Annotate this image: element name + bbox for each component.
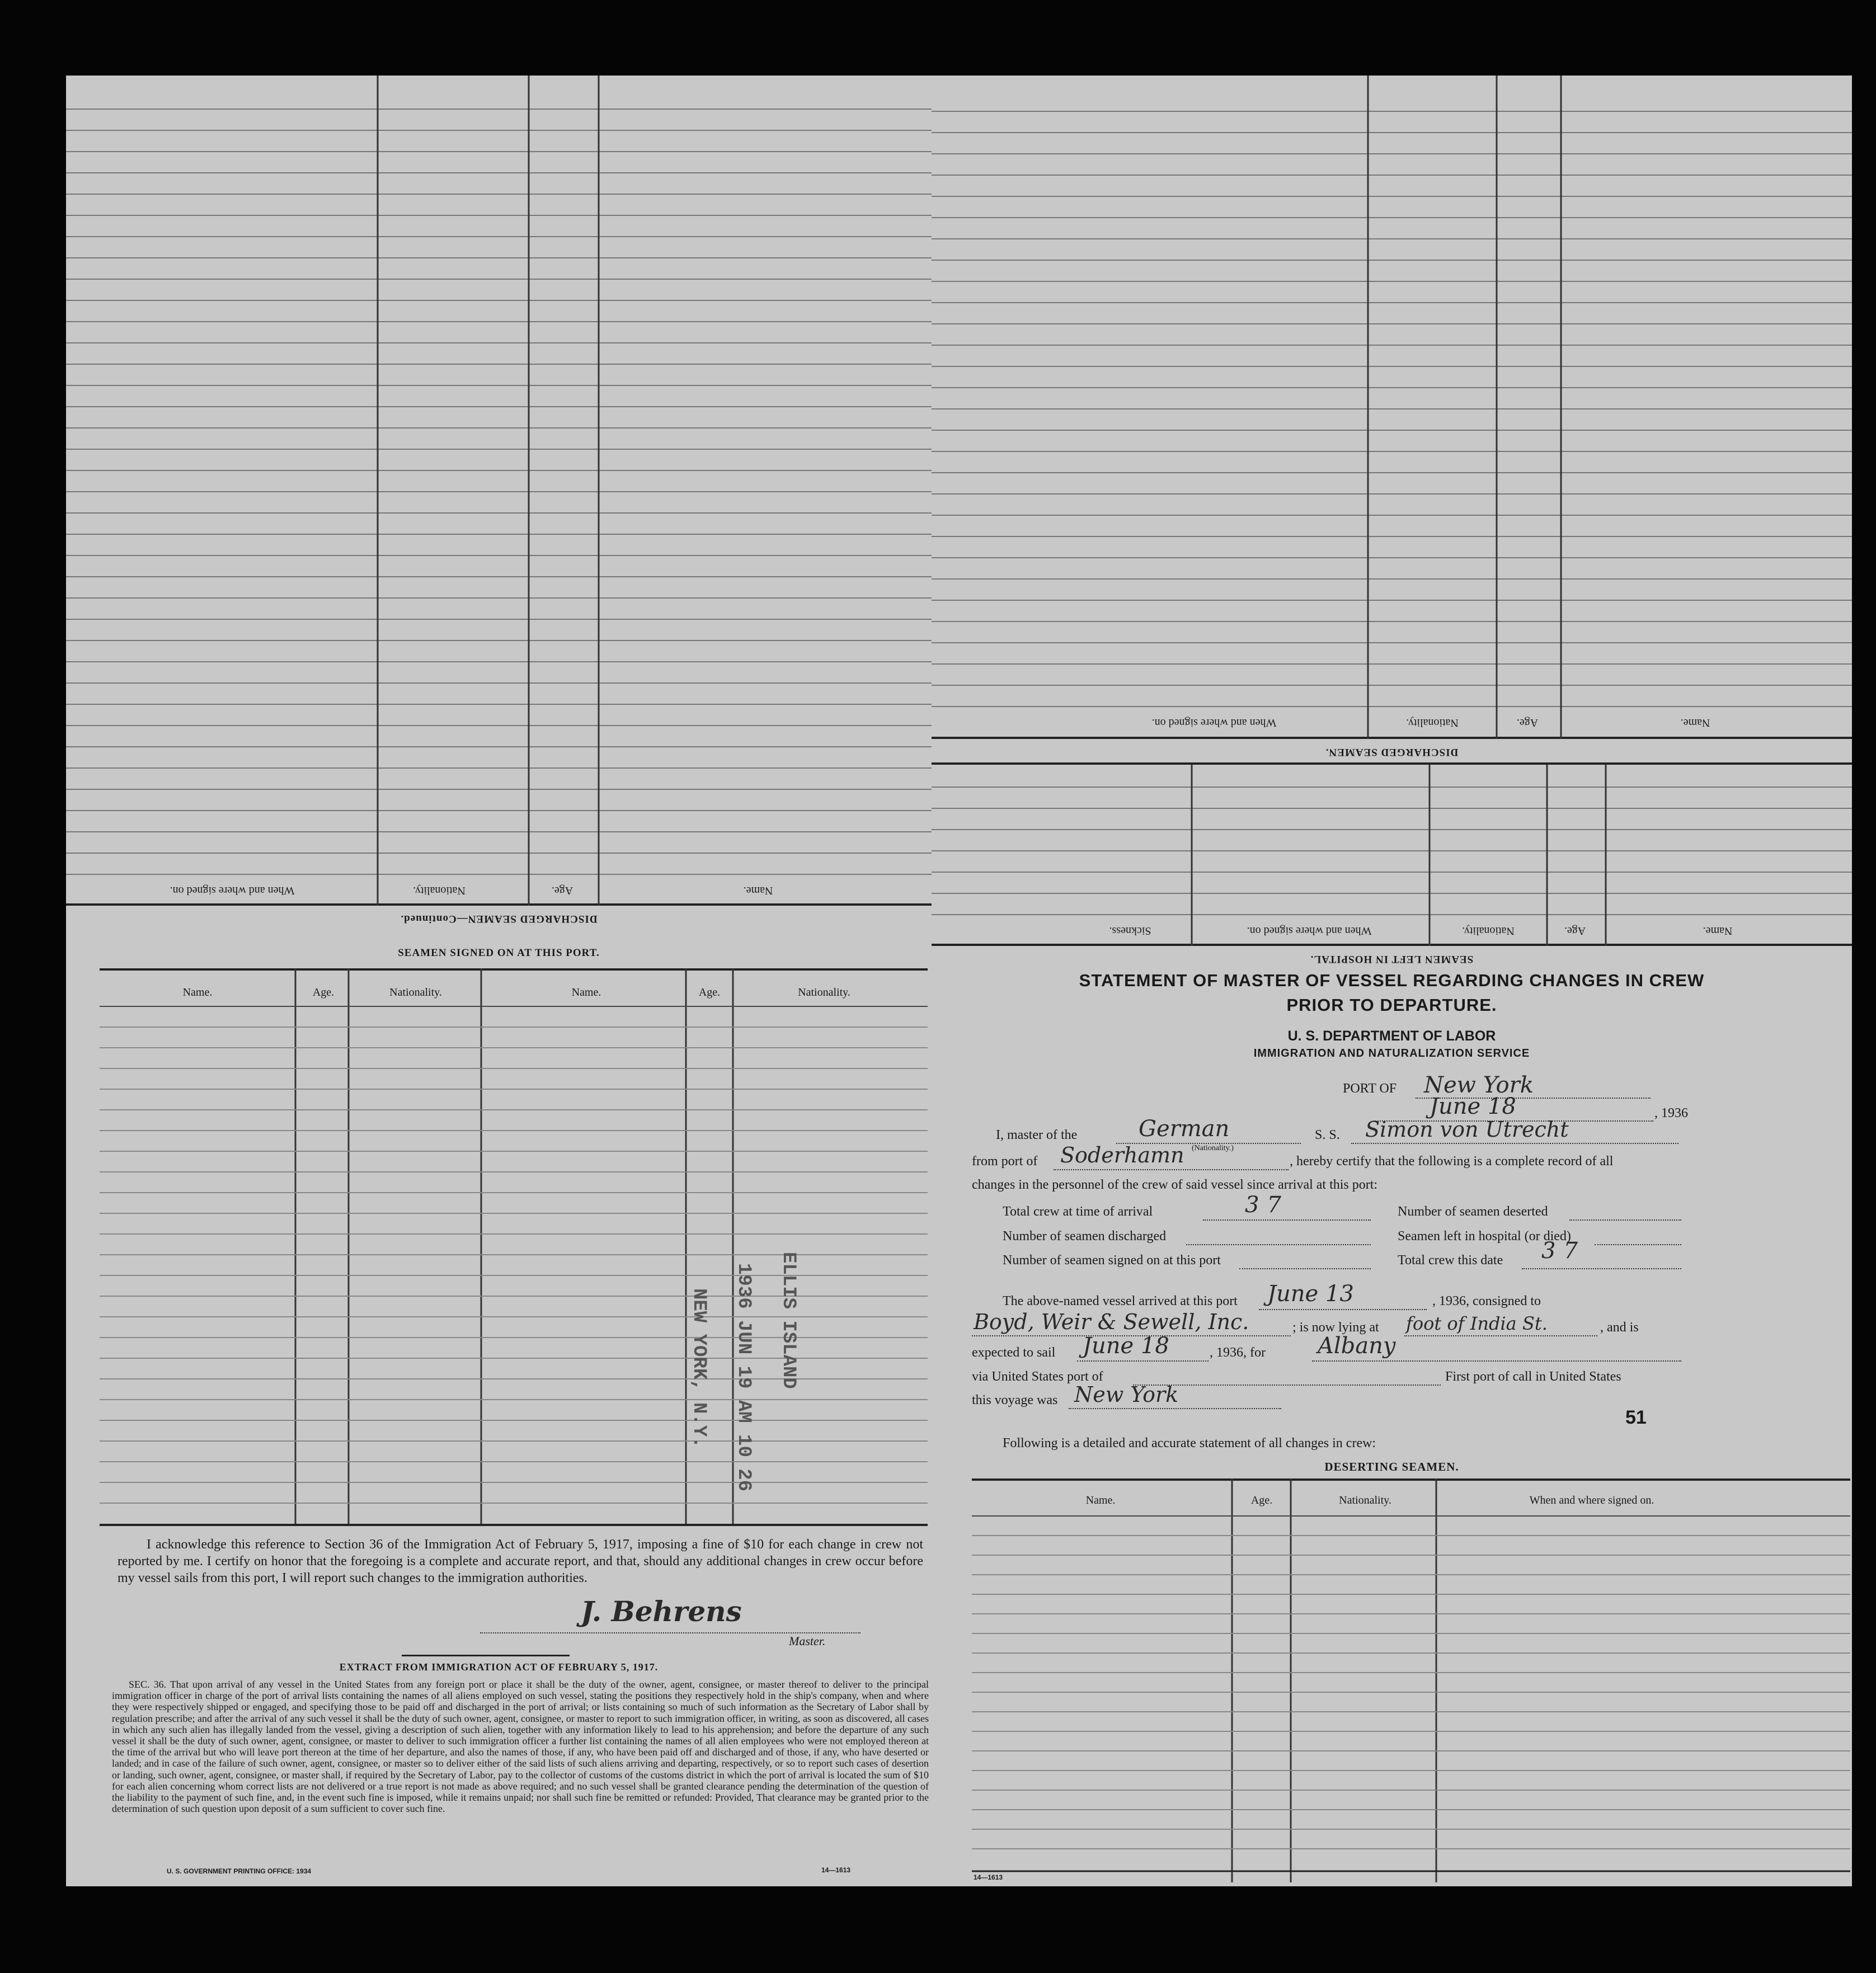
section-title-discharged-continued: DISCHARGED SEAMEN—Continued. bbox=[400, 913, 598, 925]
hosp-col-nationality: Nationality. bbox=[1462, 925, 1515, 937]
discharged-ruled-lines bbox=[932, 76, 1852, 971]
nationality-caption: (Nationality.) bbox=[1192, 1144, 1234, 1152]
port-label: PORT OF bbox=[1343, 1081, 1397, 1096]
and-is-text: , and is bbox=[1600, 1320, 1639, 1335]
hosp-col-sickness: Sickness. bbox=[1109, 925, 1151, 937]
desert-col-name: Name. bbox=[1085, 1494, 1116, 1506]
destination-value: Albany bbox=[1318, 1333, 1396, 1359]
page-number: 51 bbox=[1625, 1407, 1647, 1428]
signed-col-nationality-2: Nationality. bbox=[798, 986, 850, 999]
col-when-where: When and where signed on. bbox=[170, 884, 295, 897]
expected-value: June 18 bbox=[1083, 1333, 1169, 1359]
ellis-island-stamp-line-2: 1936 JUN 19 AM 10 26 bbox=[733, 1263, 754, 1492]
signed-col-name-2: Name. bbox=[571, 986, 601, 999]
service-name: IMMIGRATION AND NATURALIZATION SERVICE bbox=[1253, 1047, 1530, 1060]
section-title-signed-on: SEAMEN SIGNED ON AT THIS PORT. bbox=[398, 947, 600, 959]
lying-value: foot of India St. bbox=[1406, 1313, 1548, 1334]
hosp-col-age: Age. bbox=[1564, 925, 1586, 937]
signed-col-age-2: Age. bbox=[698, 986, 721, 999]
statement-title-line-1: STATEMENT OF MASTER OF VESSEL REGARDING CHANGES IN CREW bbox=[1079, 971, 1705, 990]
total-arrival-value: 37 bbox=[1245, 1192, 1289, 1218]
statement-title-line-2: PRIOR TO DEPARTURE. bbox=[1286, 995, 1497, 1015]
col-nationality: Nationality. bbox=[413, 884, 466, 897]
hosp-col-name: Name. bbox=[1703, 925, 1733, 937]
desert-col-nationality: Nationality. bbox=[1339, 1494, 1391, 1506]
signed-on-ruled-lines bbox=[66, 930, 932, 1546]
form-number-left: 14—1613 bbox=[821, 1866, 851, 1874]
certify-text: , hereby certify that the following is a complete record of all bbox=[1290, 1154, 1614, 1169]
nationality-value: German bbox=[1139, 1116, 1230, 1142]
signed-col-name-1: Name. bbox=[182, 986, 213, 999]
ellis-island-stamp-line-3: NEW YORK, N.Y. bbox=[688, 1288, 709, 1448]
expected-label: expected to sail bbox=[972, 1345, 1056, 1360]
consignee-value: Boyd, Weir & Sewell, Inc. bbox=[974, 1310, 1249, 1334]
total-arrival-label: Total crew at time of arrival bbox=[1003, 1204, 1153, 1219]
hosp-col-when-where: When and where signed on. bbox=[1247, 925, 1372, 937]
hospital-label: Seamen left in hospital (or died) bbox=[1398, 1229, 1571, 1244]
port-value: New York bbox=[1424, 1072, 1534, 1098]
master-of-the-label: I, master of the bbox=[996, 1128, 1078, 1142]
section-title-hospital: SEAMEN LEFT IN HOSPITAL. bbox=[1310, 953, 1474, 965]
deserting-ruled-lines bbox=[932, 971, 1852, 1886]
statement-panel bbox=[932, 971, 1852, 1886]
following-text: Following is a detailed and accurate statement of all changes in crew: bbox=[1003, 1436, 1376, 1451]
voyage-label: this voyage was bbox=[972, 1393, 1058, 1407]
expected-year: , 1936, for bbox=[1210, 1345, 1266, 1360]
section-title-discharged: DISCHARGED SEAMEN. bbox=[1325, 746, 1459, 758]
from-port-value: Soderhamn bbox=[1060, 1143, 1184, 1167]
total-date-label: Total crew this date bbox=[1398, 1253, 1503, 1268]
extract-text: SEC. 36. That upon arrival of any vessel in the United States from any foreign port or place it shall be the duty of the owner, agent, consignee, or master thereof to deliver to the principal immigration officer in charge of the port of arrival lists containing the names of all aliens employed on such vessel, stating the positions they respectively hold in the ship's company, when and where they were respectively shipped or engaged, and specifying those to be paid off and discharged in the port of arrival; or lists containing so much of such information as the Secretary of Labor shall by regulation prescribe; and after the arrival of any such vessel it shall be the duty of such owner, agent, consignee, or master to report to such immigration officer, in writing, as soon as discovered, all cases in which any such alien has illegally landed from the vessel, giving a description of such alien, together with any information likely to lead to his apprehension; and before the departure of any such vessel it shall be the duty of such owner, agent, consignee, or master to deliver to such immigration officer a further list containing the names of all alien employees who were not employed thereon at the time of the arrival but who will leave port thereon at the time of her departure, and also the names of those, if any, who have been paid off and discharged and of those, if any, who have deserted or landed; and in case of the failure of such owner, agent, consignee, or master so to deliver either of the said lists of such aliens arriving and departing, respectively, or so to report such cases of desertion or landing, such owner, agent, consignee, or master shall, if required by the Secretary of Labor, pay to the collector of customs of the customs district in which the port of arrival is located the sum of $10 for each alien concerning whom correct lists are not delivered or a true report is not made as above required; and no such vessel shall be granted clearance pending the determination of the question of the liability to the payment of such fine, and, in the event such fine is imposed, while it remains unpaid; nor shall such fine be remitted or refunded: Provided, That clearance may be granted prior to the determination of such question upon deposit of a sum sufficient to cover such fine. bbox=[112, 1679, 929, 1815]
date-year: , 1936 bbox=[1654, 1106, 1688, 1120]
disch-col-age: Age. bbox=[1516, 717, 1539, 729]
signed-col-age-1: Age. bbox=[312, 986, 335, 999]
arrived-label: The above-named vessel arrived at this port bbox=[1003, 1294, 1238, 1308]
arrived-year: , 1936, consigned to bbox=[1432, 1294, 1541, 1308]
acknowledgment-text: I acknowledge this reference to Section 36 of the Immigration Act of February 5, 1917, imposing a fine of $10 for each change in crew not reported by me. I certify on honor that the foregoing is a complete and accurate report, and that, should any additional changes in crew occur before my vessel sails from this port, I will report such changes to the immigration authorities. bbox=[117, 1537, 923, 1585]
master-label: Master. bbox=[789, 1634, 826, 1648]
ellis-island-stamp-line-1: ELLIS ISLAND bbox=[778, 1252, 799, 1389]
disch-col-name: Name. bbox=[1680, 717, 1710, 729]
desert-col-age: Age. bbox=[1250, 1494, 1273, 1506]
date-value: June 18 bbox=[1430, 1094, 1516, 1119]
deserted-label: Number of seamen deserted bbox=[1398, 1204, 1548, 1219]
from-port-label: from port of bbox=[972, 1154, 1038, 1169]
arrived-value: June 13 bbox=[1267, 1281, 1354, 1307]
via-port-label: via United States port of bbox=[972, 1369, 1103, 1384]
ship-name-value: Simon von Utrecht bbox=[1365, 1117, 1569, 1142]
voyage-value: New York bbox=[1074, 1382, 1179, 1407]
first-port-label: First port of call in United States bbox=[1445, 1369, 1621, 1384]
printer-imprint: U. S. GOVERNMENT PRINTING OFFICE: 1934 bbox=[167, 1867, 312, 1875]
form-number-right: 14—1613 bbox=[974, 1873, 1003, 1881]
discharged-label: Number of seamen discharged bbox=[1003, 1229, 1167, 1244]
top-left-sheet bbox=[66, 76, 932, 930]
master-signature: J. Behrens bbox=[581, 1595, 742, 1628]
deserting-title: DESERTING SEAMEN. bbox=[1324, 1460, 1459, 1473]
changes-text: changes in the personnel of the crew of said vessel since arrival at this port: bbox=[972, 1178, 1378, 1192]
disch-col-when-where: When and where signed on. bbox=[1151, 717, 1277, 729]
signed-col-nationality-1: Nationality. bbox=[389, 986, 442, 999]
signed-on-panel bbox=[66, 930, 932, 1886]
col-age: Age. bbox=[551, 884, 573, 897]
ruled-lines bbox=[66, 76, 932, 930]
lying-label: ; is now lying at bbox=[1292, 1320, 1379, 1335]
total-date-value: 37 bbox=[1541, 1238, 1586, 1264]
desert-col-when-where: When and where signed on. bbox=[1529, 1494, 1654, 1506]
ss-label: S. S. bbox=[1315, 1128, 1340, 1142]
top-right-sheet bbox=[932, 76, 1852, 971]
col-name: Name. bbox=[743, 884, 773, 897]
extract-title: EXTRACT FROM IMMIGRATION ACT OF FEBRUARY 5, 1917. bbox=[339, 1661, 659, 1673]
signed-on-label: Number of seamen signed on at this port bbox=[1003, 1253, 1221, 1268]
disch-col-nationality: Nationality. bbox=[1406, 717, 1459, 729]
department-name: U. S. DEPARTMENT OF LABOR bbox=[1287, 1028, 1496, 1044]
